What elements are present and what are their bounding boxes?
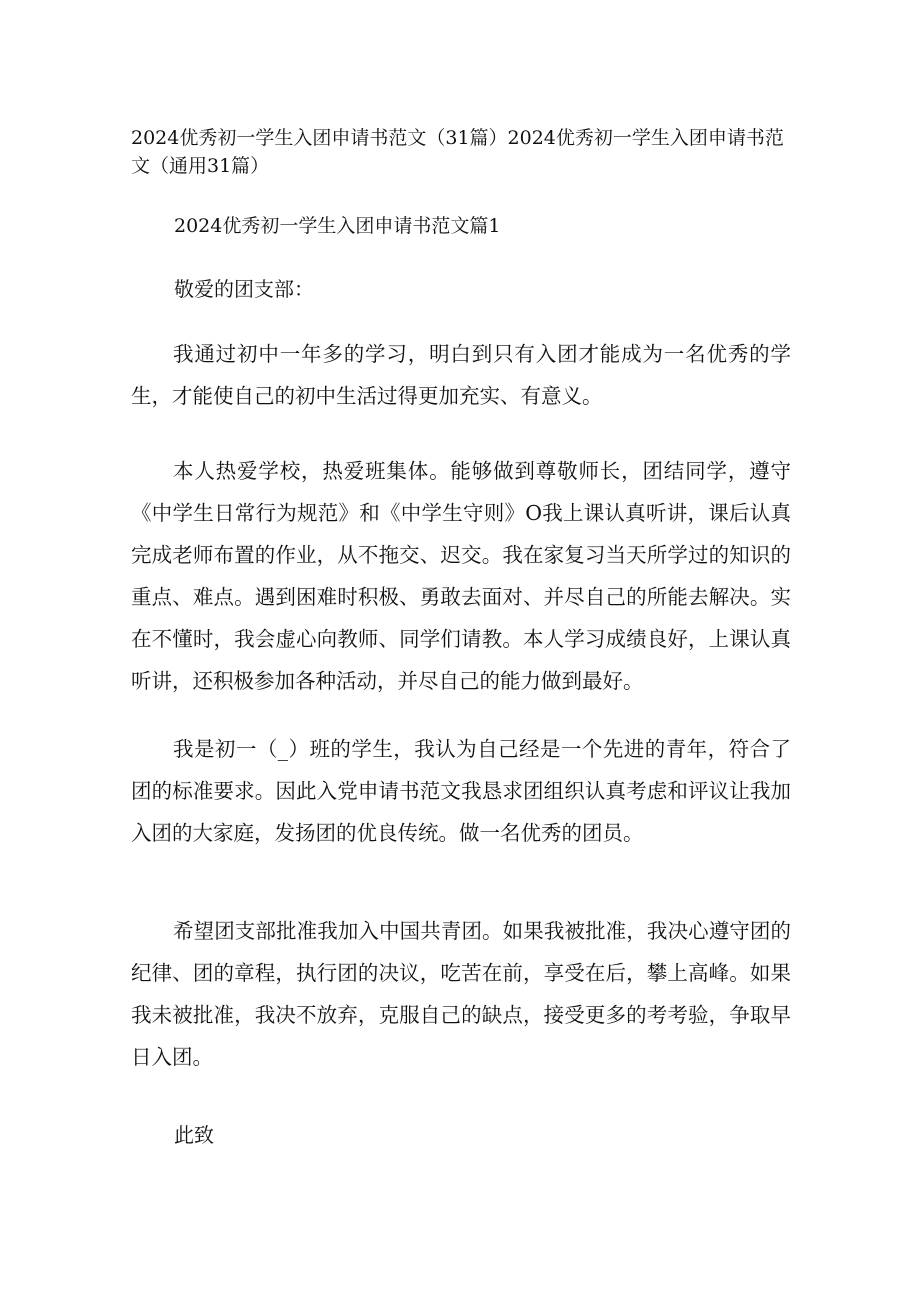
section-heading: 2024优秀初一学生入团申请书范文篇1 [174, 215, 501, 237]
body-paragraph: 我是初一（_）班的学生，我认为自己经是一个先进的青年，符合了团的标准要求。因此入党申请书范文我恳求团组织认真考虑和评议让我加入团的大家庭，发扬团的优良传统。做一名优秀的团员。 [131, 737, 791, 845]
body-paragraph: 希望团支部批准我加入中国共青团。如果我被批准，我决心遵守团的纪律、团的章程，执行团的决议，吃苦在前，享受在后，攀上高峰。如果我未被批准，我决不放弃，克服自己的缺点，接受更多的考考验，争取早日入团。 [131, 919, 791, 1069]
salutation: 敬爱的团支部： [174, 277, 314, 301]
body-paragraph: 我通过初中一年多的学习，明白到只有入团才能成为一名优秀的学生，才能使自己的初中生活过得更加充实、有意义。 [131, 342, 791, 408]
document-title: 2024优秀初一学生入团申请书范文（31篇）2024优秀初一学生入团申请书范文（通用31篇） [131, 127, 784, 177]
closing-line: 此致 [174, 1123, 214, 1147]
body-paragraph: 本人热爱学校，热爱班集体。能够做到尊敬师长，团结同学，遵守《中学生日常行为规范》和《中学生守则》O我上课认真听讲，课后认真完成老师布置的作业，从不拖交、迟交。我在家复习当天所学过的知识的重点、难点。遇到困难时积极、勇敢去面对、并尽自己的所能去解决。实在不懂时，我会虚心向教师、同学们请教。本人学习成绩良好，上课认真听讲，还积极参加各种活动，并尽自己的能力做到最好。 [131, 459, 791, 693]
